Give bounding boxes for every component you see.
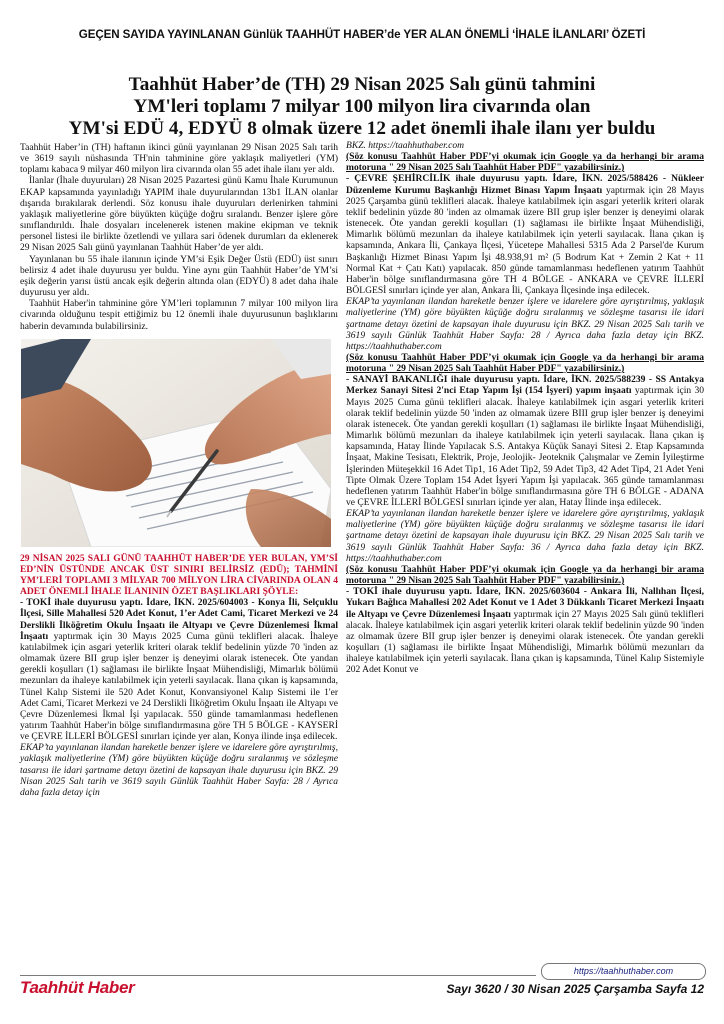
tender-item-4-body: yaptırmak için 27 Mayıs 2025 Salı günü teklifleri alacak. İhaleye katılabilmek için asgari yeterlik kriteri olarak teklif bedelinin yüzde 90 'inden az olmamak üzere BII grup işler benzer iş deneyimi olarak istenecek. Öte yandan gerekli koşulları (1) sağlaması ile birlikte İnşaat Mühendisliği, Mimarlık bölümü mezunları da ihaleye katılabilmek için yeterli sayılacak. İlana çıkan iş kapsamında, Tünel Kalıp Sistemiyle 202 Adet Konut ve <box>346 608 705 676</box>
ekap-note-3: EKAP’ta yayınlanan ilandan hareketle benzer işlere ve idarelere göre ayrıştırılmış, yaklaşık maliyetlerine (YM) göre büyükten küçüğe doğru sıralanmış ve sözleşme tasarısı ile idari şartname detayı özetini de kapsayan ihale duyurusu için BKZ. 29 Nisan 2025 Salı tarih ve 3619 sayılı Günlük Taahhüt Haber Sayfa: 36 / Ayrıca daha fazla detay için BKZ. https://taahhuthaber.com <box>346 508 704 564</box>
body-paragraph-3: Yayınlanan bu 55 ihale ilanının içinde YM’si Eşik Değer Üstü (EDÜ) üst sınırı belirsiz 4 adet ihale duyurusu yer buldu. Yine aynı gün Taahhüt Haber’de YM’si eşik değerin yarısı üstü ancak eşik değerin altında olan (EDYÜ) 8 adet daha ihale duyurusu yer aldı. <box>20 253 338 299</box>
tender-item-3-title: - SANAYİ BAKANLIĞI ihale duyurusu yaptı. İdare, İKN. 2025/588239 - SS Antakya Merkez Sanayi Sitesi 2'nci Etap Yapım İşi (154 İşyeri) yapım inşaatı <box>346 374 704 397</box>
body-paragraph-2: İlanlar (İhale duyuruları) 28 Nisan 2025 Pazartesi günü Kamu İhale Kurumunun EKAP kapsamında yayınladığı YAPIM ihale duyurularından 13b1 İLAN olanlar dışarıda bırakılarak derlendi. Söz konusu ihale duyuruları derlenirken tahmini yaklaşık maliyetlerine göre büyükten küçüğe doğru sıralandı. Benzer işlere göre sınıflandırıldı. İhale dosyaları incelenerek istenen makine ekipman ve teknik personel listesi ile birlikte özetlendi ve yıllara sari ödenek durumları da eklenerek 29 Nisan 2025 Salı günü yayınlanan Taahhüt Haber’de yer aldı. <box>20 175 338 254</box>
contract-signing-photo <box>21 339 331 547</box>
tender-item-1-body: yaptırmak için 30 Mayıs 2025 Cuma günü teklifleri alacak. İhaleye katılabilmek için asgari yeterlik kriteri olarak teklif bedelinin yüzde 70 'inden az olmamak üzere BII grup işler benzer iş deneyimi olarak istenecek. Öte yandan gerekli koşulları (1) sağlaması ile birlikte İnşaat Mühendisliği, Mimarlık bölümü mezunları da ihaleye katılabilmek için yeterli sayılacak. İlana çıkan iş kapsamında, Tünel Kalıp Sistemi ile 520 Adet Konut, Konvansiyonel Kalıp Sistemi ile 1'er Adet Cami, Ticaret Merkezi ve 24 Derslikli İlköğretim Okulu İnşaatı ile Altyapı ve Çevre Düzenlemesi İkmal İşi yapılacak. 550 günde tamamlanması hedeflenen yatırım Taahhüt Haber'in bölge sınıflandırmasına göre TH 5 BÖLGE - KAYSERİ ve ÇEVRE İLLERİ BÖLGESİ sınırları içinde yer alan, Konya ilinde inşa edilecek. <box>20 630 338 743</box>
pdf-search-hint-3: (Söz konusu Taahhüt Haber PDF’yi okumak için Google ya da herhangi bir arama motoruna " 29 Nisan 2025 Salı Taahhüt Haber PDF" yazabilirsiniz.) <box>346 563 704 587</box>
tender-item-2-title: - ÇEVRE ŞEHİRCİLİK ihale duyurusu yaptı. İdare, İKN. 2025/588426 - Nükleer Düzenleme Kurumu Başkanlığı Hizmet Binası Yapım İnşaatı <box>346 173 704 196</box>
headline-line-1: Taahhüt Haber’de (TH) 29 Nisan 2025 Salı günü tahmini <box>128 74 596 95</box>
ekap-note-1: EKAP’ta yayınlanan ilandan hareketle benzer işlere ve idarelere göre ayrıştırılmış, yaklaşık maliyetlerine (YM) göre büyükten küçüğe doğru sıralanmış ve sözleşme tasarısı ile idari şartname detayı özetini de kapsayan ihale duyurusu için BKZ. 29 Nisan 2025 Salı tarih ve 3619 sayılı Günlük Taahhüt Haber Sayfa: 28 / Ayrıca daha fazla detay için <box>20 742 338 798</box>
page-header-banner: GEÇEN SAYIDA YAYINLANAN Günlük TAAHHÜT HABER’de YER ALAN ÖNEMLİ ‘İHALE İLANLARI’ ÖZETİ <box>78 28 646 41</box>
footer-issue-info: Sayı 3620 / 30 Nisan 2025 Çarşamba Sayfa 12 <box>446 982 704 996</box>
tender-item-1 <box>20 597 338 742</box>
headline-line-3: YM'si EDÜ 4, EDYÜ 8 olmak üzere 12 adet önemli ihale ilanı yer buldu <box>68 118 656 139</box>
footer-divider <box>20 975 536 976</box>
tender-item-2-body: yaptırmak için 28 Mayıs 2025 Çarşamba günü teklifleri alacak. İhaleye katılabilmek için asgari yeterlik kriteri olarak teklif bedelinin yüzde 80 'inden az olmamak üzere BII grup işler benzer iş deneyimi olarak istenecek. Öte yandan gerekli koşulları (1) sağlaması ile birlikte İnşaat Mühendisliği, Mimarlık bölümü mezunları da ihaleye katılabilmek için yeterli sayılacak. İlana çıkan iş kapsamında, Ankara İli, Çankaya İlçesi, Yücetepe Mahallesi 5315 Ada 2 Parsel'de Kurum Başkanlığı Hizmet Binası Yapım İşi 48.938,91 m² (5 Bodrum Kat + Zemin 2 Kat + 11 Normal Kat + Çatı Katı) yapılacak. 850 günde tamamlanması hedeflenen yatırım Taahhüt Haber'in bölge sınıflandırmasına göre TH 4 BÖLGE - ANKARA ve ÇEVRE İLLERİ BÖLGESİ sınırları içinde yer alan, Ankara İli, Çankaya İlçesinde inşa edilecek. <box>346 184 705 297</box>
body-paragraph-4: Taahhüt Haber'in tahminine göre YM’leri toplamının 7 milyar 100 milyon lira civarında olduğunu tespit ettiğimiz bu 12 önemli ihale duyurusunun başlıklarını haberin devamında bulabilirsiniz. <box>20 298 338 332</box>
tender-item-3-body: yaptırmak için 30 Mayıs 2025 Cuma günü teklifleri alacak. İhaleye katılabilmek için asgari yeterlik kriteri olarak teklif bedelinin yüzde 50 'inden az olmamak üzere BIII grup işler benzer iş deneyimi olarak istenecek. Öte yandan gerekli koşulları (1) sağlaması ile birlikte İnşaat Mühendisliği, Mimarlık bölümü mezunları da ihaleye katılabilmek için yeterli sayılacak. İlana çıkan iş kapsamında, Hatay İlinde Yapılacak S.S. Antakya Küçük Sanayi Sitesi 2. Etap Kapsamında İnşaat, Makine Tesisatı, Elektrik, Proje, Jeolojik- Jeoteknik Çalışmalar ve Zemin İyileştirme İşlerinden Müteşekkil 16 Adet Tip1, 16 Adet Tip2, 59 Adet Tip3, 42 Adet Tip4, 21 Adet Yeni Tipte Olmak Üzere Toplam 154 Adet İşyeri Yapım İşi yapılacak. 365 günde tamamlanması hedeflenen yatırım Taahhüt Haber'in bölge sınıflandırmasına göre TH 6 BÖLGE - ADANA ve ÇEVRE İLLERİ BÖLGESİ sınırları içinde yer alan, Hatay İlinde inşa edilecek. <box>346 385 705 508</box>
ekap-note-1-link[interactable]: BKZ. https://taahhuthaber.com <box>346 140 465 151</box>
section-heading-edu: 29 NİSAN 2025 SALI GÜNÜ TAAHHÜT HABER’DE YER BULAN, YM’Sİ ED’NİN ÜSTÜNDE ANCAK ÜST SINIRI BELİRSİZ (EDÜ); TAHMİNİ YM’LERİ TOPLAMI 3 MİLYAR 700 MİLYON LİRA CİVARINDA OLAN 4 ADET ÖNEMLİ İHALE İLANININ ÖZET BAŞLIKLARI ŞÖYLE: <box>20 552 338 598</box>
left-column <box>20 142 338 798</box>
intro-paragraph: Taahhüt Haber’in (TH) haftanın ikinci günü yayınlanan 29 Nisan 2025 Salı tarih ve 3619 sayılı nüshasında TH'nin tahminine göre yaklaşık maliyetleri (YM) toplamı kabaca 9 milyar 460 milyon lira civarında olan 55 adet ihale ilanı yer aldı. <box>20 142 338 176</box>
tender-item-1-title: - TOKİ ihale duyurusu yaptı. İdare, İKN. 2025/604003 - Konya İli, Selçuklu İlçesi, Sille Mahallesi 520 Adet Konut, 1’er Adet Cami, Ticaret Merkezi ve 24 Derslikli İlköğretim Okulu İnşaatı ile Altyapı ve Çevre Düzenlemesi İkmal İnşaatı <box>20 597 338 642</box>
ekap-note-2: EKAP’ta yayınlanan ilandan hareketle benzer işlere ve idarelere göre ayrıştırılmış, yaklaşık maliyetlerine (YM) göre büyükten küçüğe doğru sıralanmış ve sözleşme tasarısı ile idari şartname detayı özetini de kapsayan ihale duyurusu için BKZ. 29 Nisan 2025 Salı tarih ve 3619 sayılı Günlük Taahhüt Haber Sayfa: 28 / Ayrıca daha fazla detay için BKZ. https://taahhuthaber.com <box>346 296 704 352</box>
right-column <box>346 140 704 676</box>
footer-website-link[interactable]: https://taahhuthaber.com <box>541 963 706 980</box>
main-headline <box>20 74 704 140</box>
tender-item-3 <box>346 374 704 508</box>
headline-line-2: YM'leri toplamı 7 milyar 100 milyon lira civarında olan <box>133 96 591 117</box>
footer-brand-logo: Taahhüt Haber <box>20 978 135 997</box>
tender-item-2 <box>346 173 704 296</box>
pdf-search-hint-1: (Söz konusu Taahhüt Haber PDF’yi okumak için Google ya da herhangi bir arama motoruna " 29 Nisan 2025 Salı Taahhüt Haber PDF" yazabilirsiniz.) <box>346 151 704 174</box>
pdf-search-hint-2: (Söz konusu Taahhüt Haber PDF’yi okumak için Google ya da herhangi bir arama motoruna " 29 Nisan 2025 Salı Taahhüt Haber PDF" yazabilirsiniz.) <box>346 351 704 375</box>
tender-item-4-title: - TOKİ ihale duyurusu yaptı. İdare, İKN. 2025/603604 - Ankara İli, Nallıhan İlçesi, Yukarı Bağlıca Mahallesi 202 Adet Konut ve 1 Adet 3 Dükkanlı Ticaret Merkezi İnşaatı ile Altyapı ve Çevre Düzenlemesi İnşaatı <box>346 586 704 620</box>
tender-item-4 <box>346 586 704 675</box>
